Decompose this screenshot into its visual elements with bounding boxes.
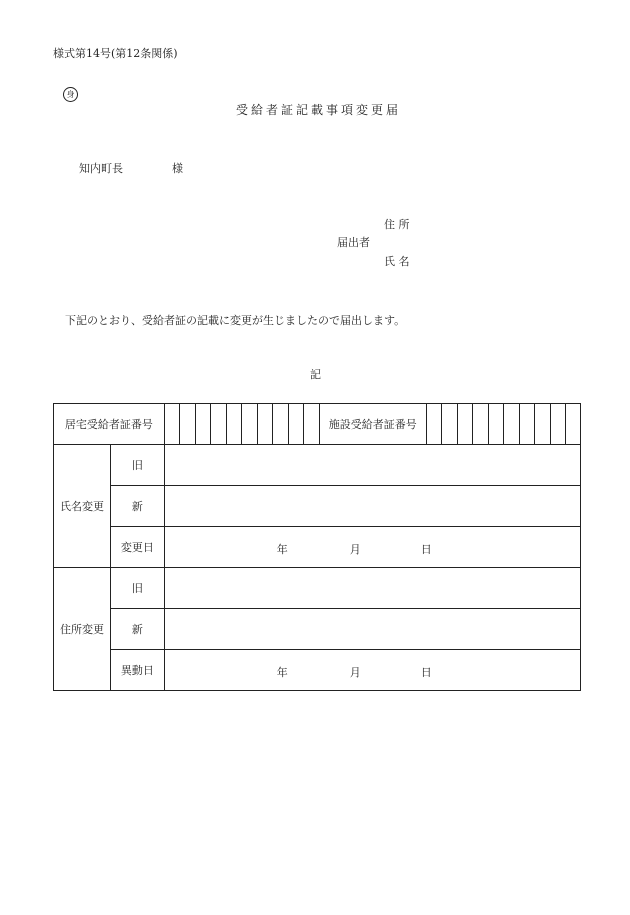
name-old-label: 旧 <box>110 445 164 486</box>
address-old-field[interactable] <box>164 568 580 609</box>
form-title: 受給者証記載事項変更届 <box>236 103 402 117</box>
address-old-label: 旧 <box>110 568 164 609</box>
name-old-field[interactable] <box>164 445 580 486</box>
name-change-old-row <box>54 445 581 486</box>
home-cert-digit-box[interactable] <box>288 404 304 445</box>
address-change-label: 住所変更 <box>54 568 111 691</box>
year-unit: 年 <box>276 543 288 556</box>
name-change-label: 氏名変更 <box>54 445 111 568</box>
home-cert-digit-box[interactable] <box>180 404 196 445</box>
address-new-label: 新 <box>110 609 164 650</box>
address-change-date-row <box>54 650 581 691</box>
home-cert-digit-box[interactable] <box>273 404 289 445</box>
disability-mark-icon: 身 <box>63 87 78 102</box>
facility-cert-digit-box[interactable] <box>566 404 581 445</box>
address-new-field[interactable] <box>164 609 580 650</box>
notifier-label: 届出者 <box>337 236 370 249</box>
cert-number-row <box>54 404 581 445</box>
home-cert-label: 居宅受給者証番号 <box>54 404 165 445</box>
recipient-name: 知内町長 <box>79 162 123 175</box>
facility-cert-digit-box[interactable] <box>519 404 535 445</box>
name-change-new-row <box>54 486 581 527</box>
statement-text: 下記のとおり、受給者証の記載に変更が生じましたので届出します。 <box>65 314 406 327</box>
home-cert-digit-box[interactable] <box>242 404 258 445</box>
year-unit: 年 <box>276 666 288 679</box>
change-form-table <box>53 403 581 691</box>
facility-cert-digit-box[interactable] <box>550 404 566 445</box>
home-cert-digit-box[interactable] <box>211 404 227 445</box>
facility-cert-digit-box[interactable] <box>457 404 473 445</box>
home-cert-digit-box[interactable] <box>164 404 180 445</box>
home-cert-digit-box[interactable] <box>195 404 211 445</box>
month-unit: 月 <box>349 543 361 556</box>
home-cert-digit-box[interactable] <box>226 404 242 445</box>
name-change-date-row <box>54 527 581 568</box>
name-label: 氏 名 <box>384 255 410 268</box>
form-number: 様式第14号(第12条関係) <box>53 47 178 60</box>
day-unit: 日 <box>420 666 432 679</box>
name-change-date-label: 変更日 <box>110 527 164 568</box>
home-cert-digit-box[interactable] <box>304 404 320 445</box>
month-unit: 月 <box>349 666 361 679</box>
facility-cert-digit-box[interactable] <box>473 404 489 445</box>
home-cert-digit-box[interactable] <box>257 404 273 445</box>
day-unit: 日 <box>420 543 432 556</box>
facility-cert-digit-box[interactable] <box>488 404 504 445</box>
ki-heading: 記 <box>310 368 321 381</box>
name-new-label: 新 <box>110 486 164 527</box>
address-label: 住 所 <box>384 218 410 231</box>
name-new-field[interactable] <box>164 486 580 527</box>
facility-cert-digit-box[interactable] <box>442 404 458 445</box>
facility-cert-label: 施設受給者証番号 <box>319 404 426 445</box>
address-change-old-row <box>54 568 581 609</box>
facility-cert-digit-box[interactable] <box>426 404 442 445</box>
address-change-date-label: 異動日 <box>110 650 164 691</box>
address-change-new-row <box>54 609 581 650</box>
recipient-honorific: 様 <box>172 162 183 175</box>
name-change-date-field[interactable] <box>164 527 580 568</box>
facility-cert-digit-box[interactable] <box>535 404 551 445</box>
address-change-date-field[interactable] <box>164 650 580 691</box>
facility-cert-digit-box[interactable] <box>504 404 520 445</box>
